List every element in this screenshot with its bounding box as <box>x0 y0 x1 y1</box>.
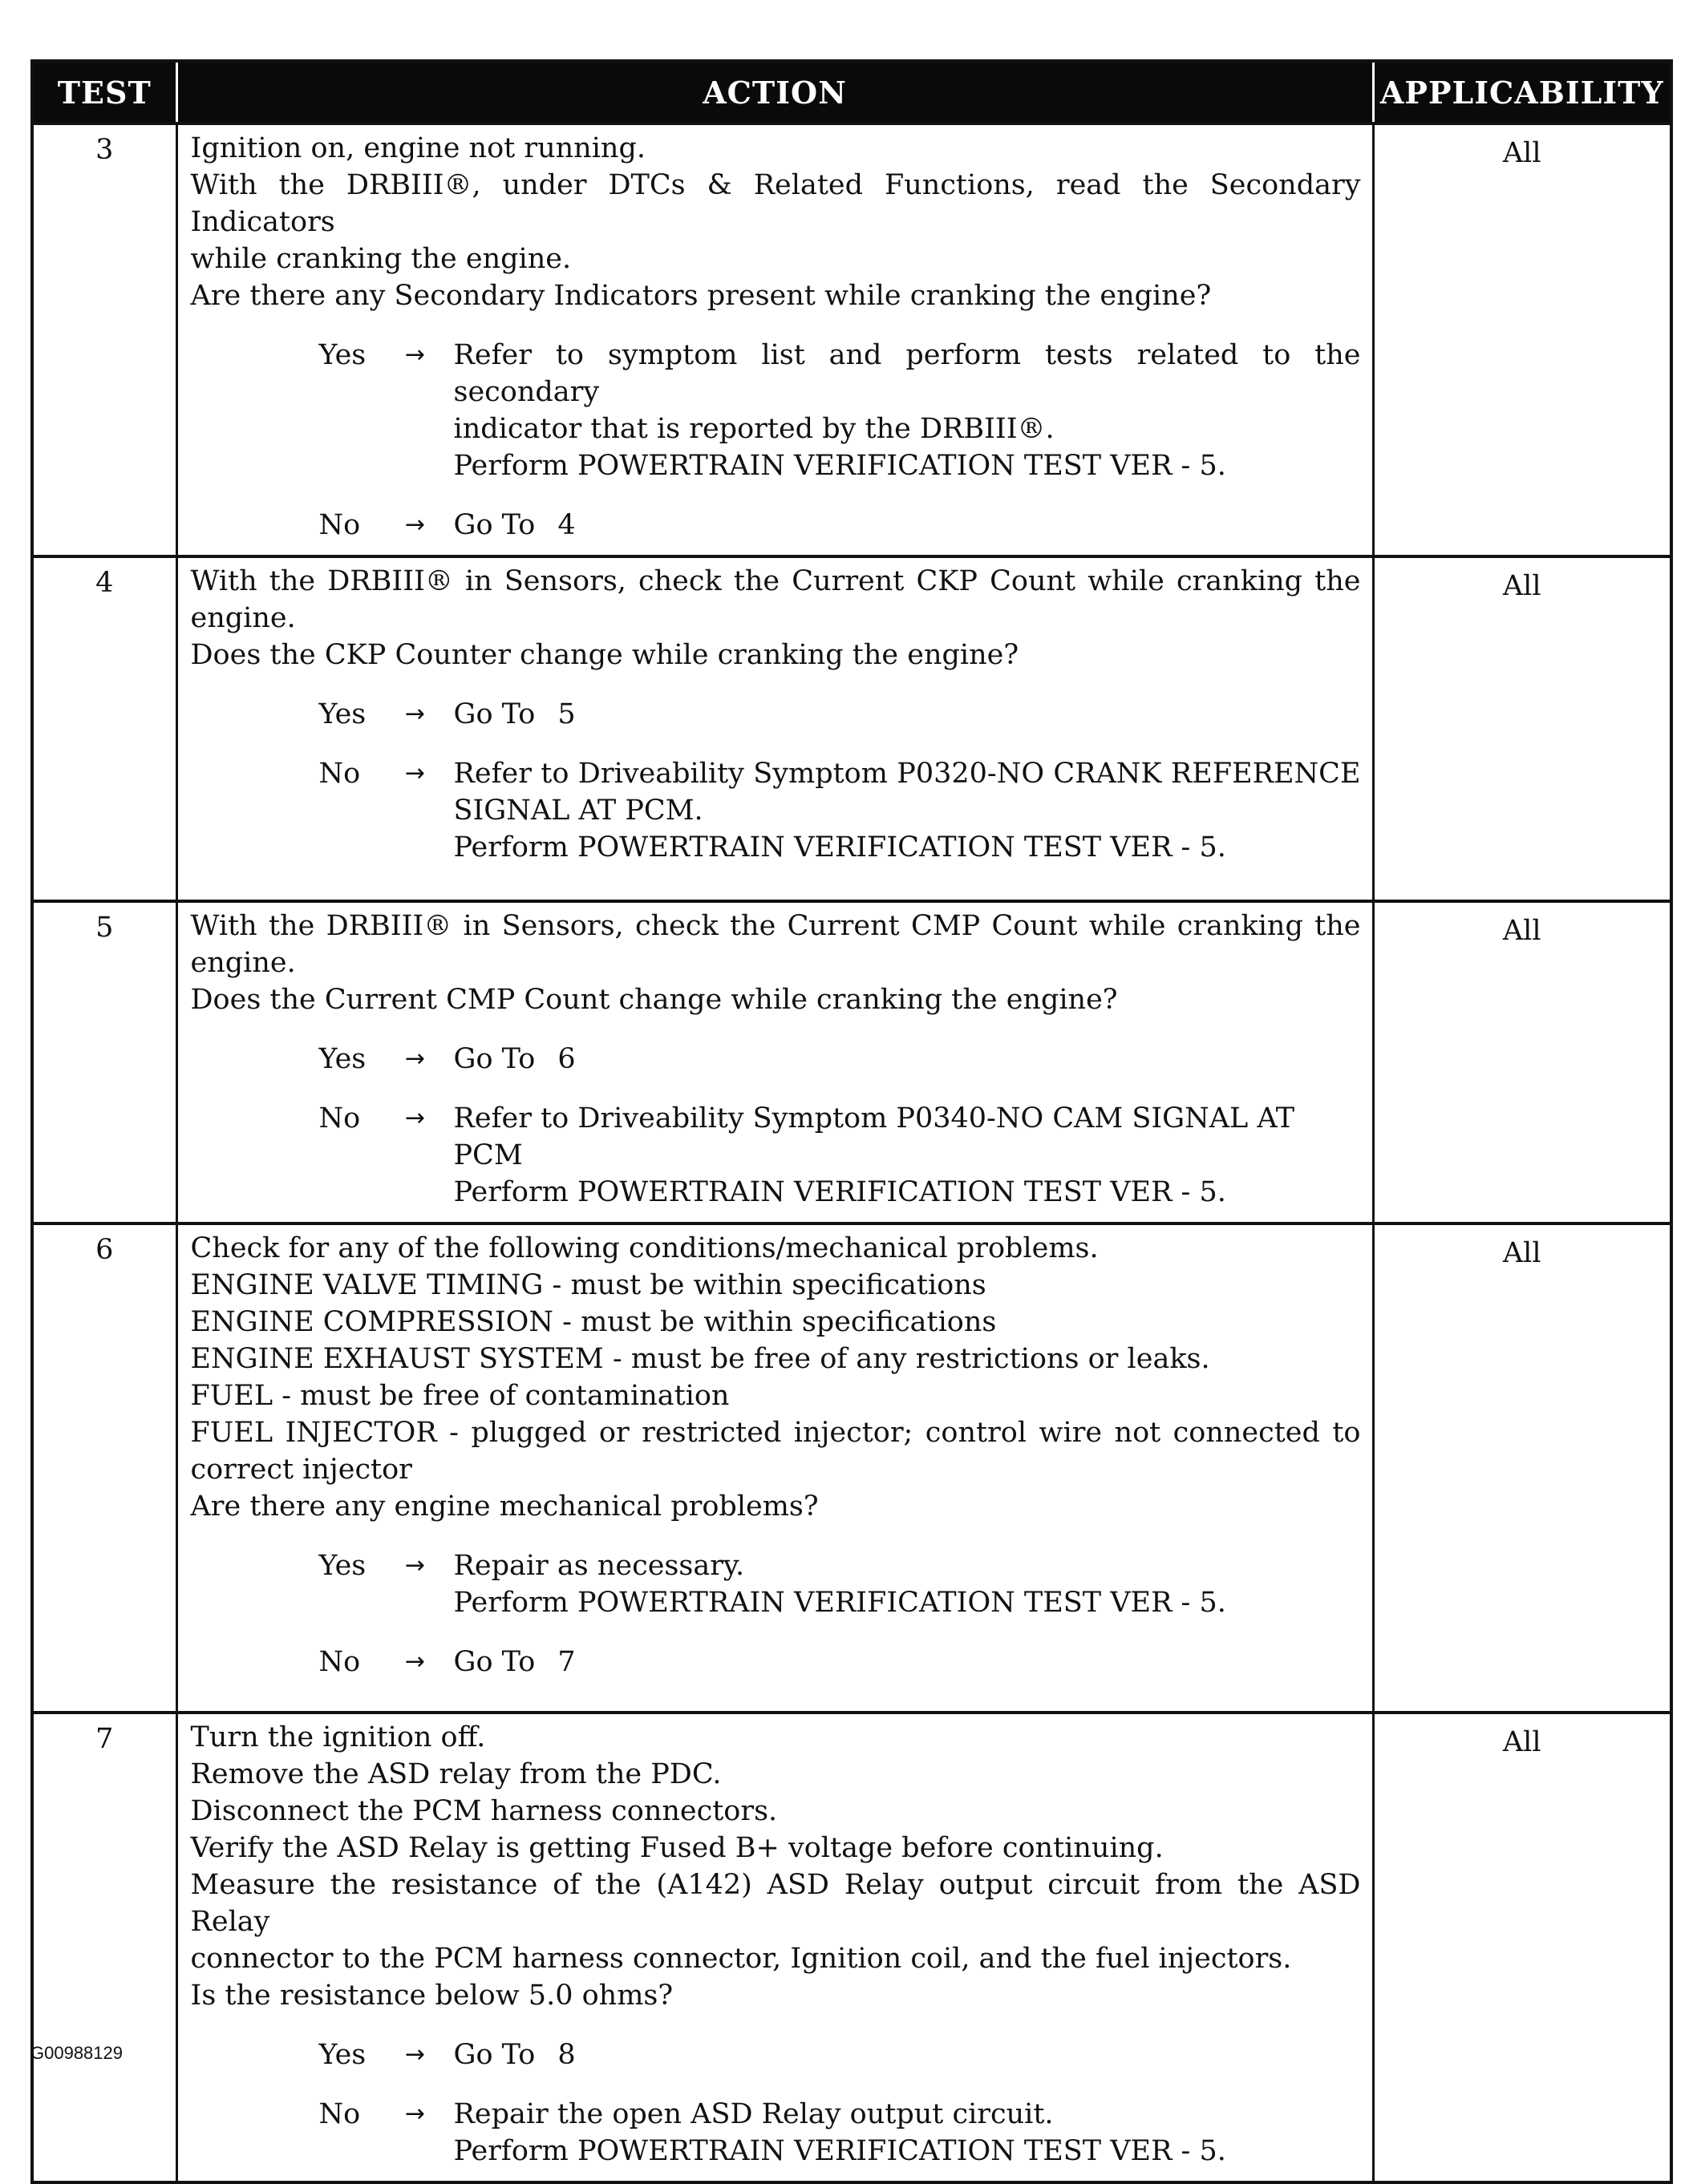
action-line: connector to the PCM harness connector, Ignition coil, and the fuel injectors. <box>190 1943 1292 1975</box>
yes-branch <box>319 1041 1361 1078</box>
outcome-line: Perform POWERTRAIN VERIFICATION TEST VER - 5. <box>453 2135 1226 2167</box>
outcome-line: Repair as necessary. <box>453 1550 745 1582</box>
action-cell <box>176 1713 1373 2181</box>
header-action: ACTION <box>176 63 1373 123</box>
goto-label: Go To <box>453 1043 536 1075</box>
action-line: Are there any engine mechanical problems? <box>190 1490 819 1523</box>
goto-target: 6 <box>557 1043 576 1075</box>
action-line: With the DRBIII® in Sensors, check the Current CKP Count while cranking the <box>190 565 1361 597</box>
no-branch <box>319 1100 1361 1211</box>
outcome-line: SIGNAL AT PCM. <box>453 795 703 827</box>
answer-yes: Yes <box>318 1550 367 1582</box>
header-applicability: APPLICABILITY <box>1373 63 1670 123</box>
right-arrow-icon: → <box>404 1104 426 1132</box>
branch-outcome <box>454 1547 1361 1621</box>
goto-label: Go To <box>453 2039 536 2071</box>
applicability-value: All <box>1373 901 1670 1223</box>
outcome-line: indicator that is reported by the DRBIII®. <box>453 413 1055 445</box>
applicability-value: All <box>1373 1713 1670 2181</box>
answer-no: No <box>318 509 361 541</box>
no-branch <box>319 1644 1361 1680</box>
outcome-line: Perform POWERTRAIN VERIFICATION TEST VER - 5. <box>453 831 1226 863</box>
table-row <box>34 556 1670 901</box>
outcome-line: Perform POWERTRAIN VERIFICATION TEST VER - 5. <box>453 450 1226 482</box>
figure-id: G00988129 <box>30 2043 123 2063</box>
branch-outcome <box>454 2096 1361 2170</box>
branch-outcome <box>454 507 1361 544</box>
answer-yes: Yes <box>318 698 367 730</box>
action-line: Turn the ignition off. <box>190 1721 486 1753</box>
branch-outcome <box>454 755 1361 866</box>
table-row <box>34 1223 1670 1713</box>
right-arrow-icon: → <box>404 511 426 539</box>
action-cell <box>176 556 1373 901</box>
right-arrow-icon: → <box>404 1551 426 1579</box>
applicability-value: All <box>1373 1223 1670 1713</box>
yes-branch <box>319 337 1361 484</box>
table-header-row <box>34 63 1670 123</box>
answer-no: No <box>318 1102 361 1134</box>
outcome-line: Refer to symptom list and perform tests related to the secondary <box>453 339 1361 408</box>
answer-no: No <box>318 2098 361 2130</box>
action-line: Measure the resistance of the (A142) ASD Relay output circuit from the ASD Relay <box>190 1869 1361 1938</box>
right-arrow-icon: → <box>404 700 426 728</box>
table-row <box>34 901 1670 1223</box>
action-line: while cranking the engine. <box>190 243 572 275</box>
answer-no: No <box>318 758 361 790</box>
table-row <box>34 123 1670 556</box>
action-line: Are there any Secondary Indicators present while cranking the engine? <box>190 280 1212 312</box>
right-arrow-icon: → <box>404 759 426 787</box>
answer-yes: Yes <box>318 2039 367 2071</box>
goto-target: 4 <box>557 509 576 541</box>
answer-yes: Yes <box>318 339 367 371</box>
answer-yes: Yes <box>318 1043 367 1075</box>
action-line: Ignition on, engine not running. <box>190 132 646 164</box>
branch-outcome <box>454 1100 1361 1211</box>
branch-outcome <box>454 696 1361 733</box>
branch-outcome <box>454 2036 1361 2073</box>
diagnostic-table-frame <box>30 59 1673 2184</box>
right-arrow-icon: → <box>404 2040 426 2069</box>
action-line: Remove the ASD relay from the PDC. <box>190 1758 722 1790</box>
diagnostic-table <box>34 63 1670 2181</box>
outcome-line: Refer to Driveability Symptom P0320-NO CRANK REFERENCE <box>453 758 1361 790</box>
applicability-value: All <box>1373 123 1670 556</box>
no-branch <box>319 507 1361 544</box>
action-line: Disconnect the PCM harness connectors. <box>190 1795 778 1827</box>
action-line: ENGINE VALVE TIMING - must be within specifications <box>190 1269 986 1301</box>
yes-branch <box>319 696 1361 733</box>
outcome-line: Repair the open ASD Relay output circuit. <box>453 2098 1054 2130</box>
action-line: ENGINE EXHAUST SYSTEM - must be free of any restrictions or leaks. <box>190 1343 1210 1375</box>
outcome-line: Perform POWERTRAIN VERIFICATION TEST VER - 5. <box>453 1176 1226 1208</box>
action-line: correct injector <box>190 1454 412 1486</box>
right-arrow-icon: → <box>404 1648 426 1676</box>
yes-branch <box>319 1547 1361 1621</box>
no-branch <box>319 755 1361 866</box>
goto-target: 8 <box>557 2039 576 2071</box>
right-arrow-icon: → <box>404 1045 426 1073</box>
action-cell <box>176 901 1373 1223</box>
branch-outcome <box>454 1041 1361 1078</box>
goto-label: Go To <box>453 509 536 541</box>
answer-no: No <box>318 1646 361 1678</box>
goto-target: 7 <box>557 1646 576 1678</box>
test-number: 3 <box>34 123 176 556</box>
applicability-value: All <box>1373 556 1670 901</box>
action-cell <box>176 1223 1373 1713</box>
test-number: 7 <box>34 1713 176 2181</box>
action-line: With the DRBIII® in Sensors, check the Current CMP Count while cranking the <box>190 910 1361 942</box>
action-line: ENGINE COMPRESSION - must be within specifications <box>190 1306 997 1338</box>
branch-outcome <box>454 337 1361 484</box>
test-number: 4 <box>34 556 176 901</box>
outcome-line: Perform POWERTRAIN VERIFICATION TEST VER - 5. <box>453 1587 1226 1619</box>
action-line: engine. <box>190 947 296 979</box>
action-line: engine. <box>190 602 296 634</box>
branch-outcome <box>454 1644 1361 1680</box>
table-row <box>34 1713 1670 2181</box>
action-line: Check for any of the following conditions/mechanical problems. <box>190 1232 1099 1264</box>
action-line: FUEL INJECTOR - plugged or restricted injector; control wire not connected to <box>190 1417 1361 1449</box>
test-number: 6 <box>34 1223 176 1713</box>
goto-label: Go To <box>453 698 536 730</box>
action-cell <box>176 123 1373 556</box>
goto-label: Go To <box>453 1646 536 1678</box>
header-test: TEST <box>34 63 176 123</box>
action-line: With the DRBIII®, under DTCs & Related Functions, read the Secondary Indicators <box>190 169 1361 238</box>
test-number: 5 <box>34 901 176 1223</box>
goto-target: 5 <box>557 698 576 730</box>
outcome-line: Refer to Driveability Symptom P0340-NO CAM SIGNAL AT PCM <box>453 1102 1295 1171</box>
action-line: Verify the ASD Relay is getting Fused B+ voltage before continuing. <box>190 1832 1164 1864</box>
action-line: Does the Current CMP Count change while cranking the engine? <box>190 984 1118 1016</box>
action-line: FUEL - must be free of contamination <box>190 1380 730 1412</box>
no-branch <box>319 2096 1361 2170</box>
right-arrow-icon: → <box>404 341 426 369</box>
yes-branch <box>319 2036 1361 2073</box>
action-line: Does the CKP Counter change while cranking the engine? <box>190 639 1019 671</box>
action-line: Is the resistance below 5.0 ohms? <box>190 1980 674 2012</box>
right-arrow-icon: → <box>404 2100 426 2128</box>
